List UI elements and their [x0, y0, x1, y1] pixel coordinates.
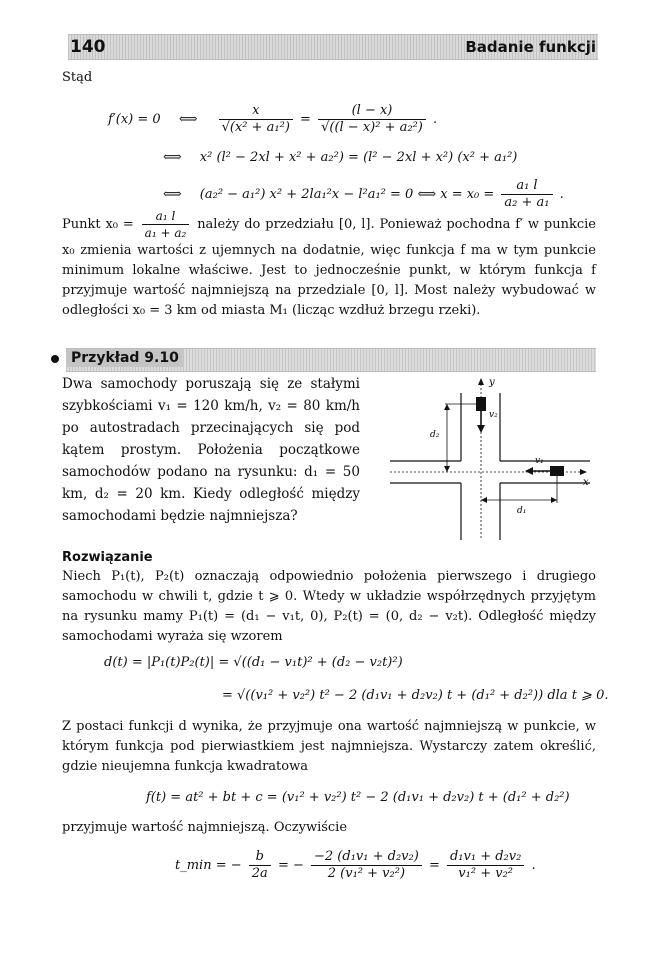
iff-symbol: ⟺	[178, 112, 198, 127]
d1-arrow-icon	[481, 497, 487, 503]
fraction: $\frac{\text{−2 (d₁v₁ + d₂v₂)}}{\text{2 (v₁² + v₂²)}}$	[311, 849, 422, 882]
d2-arrow-icon	[444, 404, 450, 410]
page-number: 140	[70, 37, 106, 57]
conclusion-paragraph: Punkt x₀ = $\frac{\text{a₁ l}}{\text{a₁ + a₂}}$ należy do przedziału [0, l]. Ponieważ pochodna f′ w punkcie x₀ zmienia wartości z ujemnych na dodatnie, więc funkcja f ma w tym punkcie minimum lokalne właściwe. Jest to jednocześnie punkt, w którym funkcja f przyjmuje wartość najmniejszą na przedziale [0, l]. Most należy wybudować w odległości x₀ = 3 km od miasta M₁ (licząc wzdłuż brzegu rzeki).	[62, 209, 596, 318]
fraction: $\frac{\text{a₁ l}}{\text{a₂ + a₁}}$	[501, 178, 552, 211]
solution-paragraph-3: przyjmuje wartość najmniejszą. Oczywiście	[62, 820, 348, 835]
fraction: $\frac{b}{2a}$	[249, 849, 271, 882]
derivation-line-3: ⟺ (a₂² − a₁²) x² + 2la₁²x − l²a₁² = 0 ⟺ x = x₀ = $\frac{\text{a₁ l}}{\text{a₂ + a₁}}$ .	[163, 178, 564, 210]
solution-title: Rozwiązanie	[62, 550, 153, 565]
car-2	[476, 397, 486, 411]
eq-lhs: f′(x) = 0	[108, 112, 161, 127]
derivation-line-2: ⟺ x² (l² − 2xl + x² + a₂²) = (l² − 2xl + x²) (x² + a₁²)	[163, 150, 518, 165]
y-axis-arrow-icon	[478, 378, 484, 385]
chapter-title: Badanie funkcji	[465, 38, 596, 56]
quadratic-function: f(t) = at² + bt + c = (v₁² + v₂²) t² − 2 (d₁v₁ + d₂v₂) t + (d₁² + d₂²)	[146, 790, 570, 805]
example-label: Przykład 9.10	[67, 349, 183, 367]
v2-label: v₂	[489, 410, 498, 420]
problem-text: Dwa samochody poruszają się ze stałymi szybkościami v₁ = 120 km/h, v₂ = 80 km/h po autostradach przecinających się pod kątem prostym. Położenia początkowe samochodów podano na rysunku: d₁ = 50 km, d₂ = 20 km. Kiedy odległość między samochodami będzie najmniejsza?	[62, 376, 360, 524]
distance-equation-expanded: = √((v₁² + v₂²) t² − 2 (d₁v₁ + d₂v₂) t + (d₁² + d₂²)) dla t ⩾ 0.	[222, 688, 609, 703]
car-1	[550, 466, 564, 476]
highway-diagram	[385, 375, 600, 545]
distance-equation: d(t) = |P₁(t)P₂(t)| = √((d₁ − v₁t)² + (d₂ − v₂t)²)	[104, 655, 403, 670]
d1-label: d₁	[517, 506, 527, 516]
bullet-icon	[51, 355, 59, 363]
y-axis-label: y	[489, 377, 495, 388]
d2-arrow-icon	[444, 466, 450, 472]
x-axis-label: x	[583, 477, 589, 488]
velocity-arrow-2-icon	[477, 425, 485, 433]
tmin-equation: t_min = − $\frac{b}{2a}$ = − $\frac{\text{−2 (d₁v₁ + d₂v₂)}}{\text{2 (v₁² + v₂²)}}$ = $\frac{\text{d₁v₁ + d₂v₂}}{\text{v₁² + v₂²}}$ .	[175, 849, 536, 881]
d1-arrow-icon	[551, 497, 557, 503]
solution-paragraph-2: Z postaci funkcji d wynika, że przyjmuje ona wartość najmniejszą w punkcie, w którym funkcja pod pierwiastkiem jest najmniejsza. Wystarczy zatem określić, gdzie nieujemna funkcja kwadratowa	[62, 719, 596, 774]
solution-paragraph-1: Niech P₁(t), P₂(t) oznaczają odpowiednio położenia pierwszego i drugiego samochodu w chwili t, gdzie t ⩾ 0. Wtedy w układzie współrzędnych przyjętym na rysunku mamy P₁(t) = (d₁ − v₁t, 0), P₂(t) = (0, d₂ − v₂t). Odległość między samochodami wyraża się wzorem	[62, 569, 596, 644]
x-axis-arrow-icon	[580, 469, 587, 475]
intro-text: Stąd	[62, 70, 93, 85]
fraction: $\frac{x}{\text{√(x² + a₁²)}}$	[219, 103, 293, 136]
fraction: $\frac{\text{a₁ l}}{\text{a₁ + a₂}}$	[142, 208, 190, 241]
derivation-line-1: f′(x) = 0 ⟺ $\frac{x}{\text{√(x² + a₁²)}}$ = $\frac{(l - x)}{\text{√((l − x)² + a₂²)}}$ .	[108, 103, 438, 135]
velocity-arrow-1-icon	[525, 467, 533, 475]
fraction: $\frac{(l - x)}{\text{√((l − x)² + a₂²)}}$	[318, 103, 426, 136]
v1-label: v₁	[535, 456, 544, 466]
d2-label: d₂	[430, 430, 440, 440]
fraction: $\frac{\text{d₁v₁ + d₂v₂}}{\text{v₁² + v₂²}}$	[447, 849, 524, 882]
